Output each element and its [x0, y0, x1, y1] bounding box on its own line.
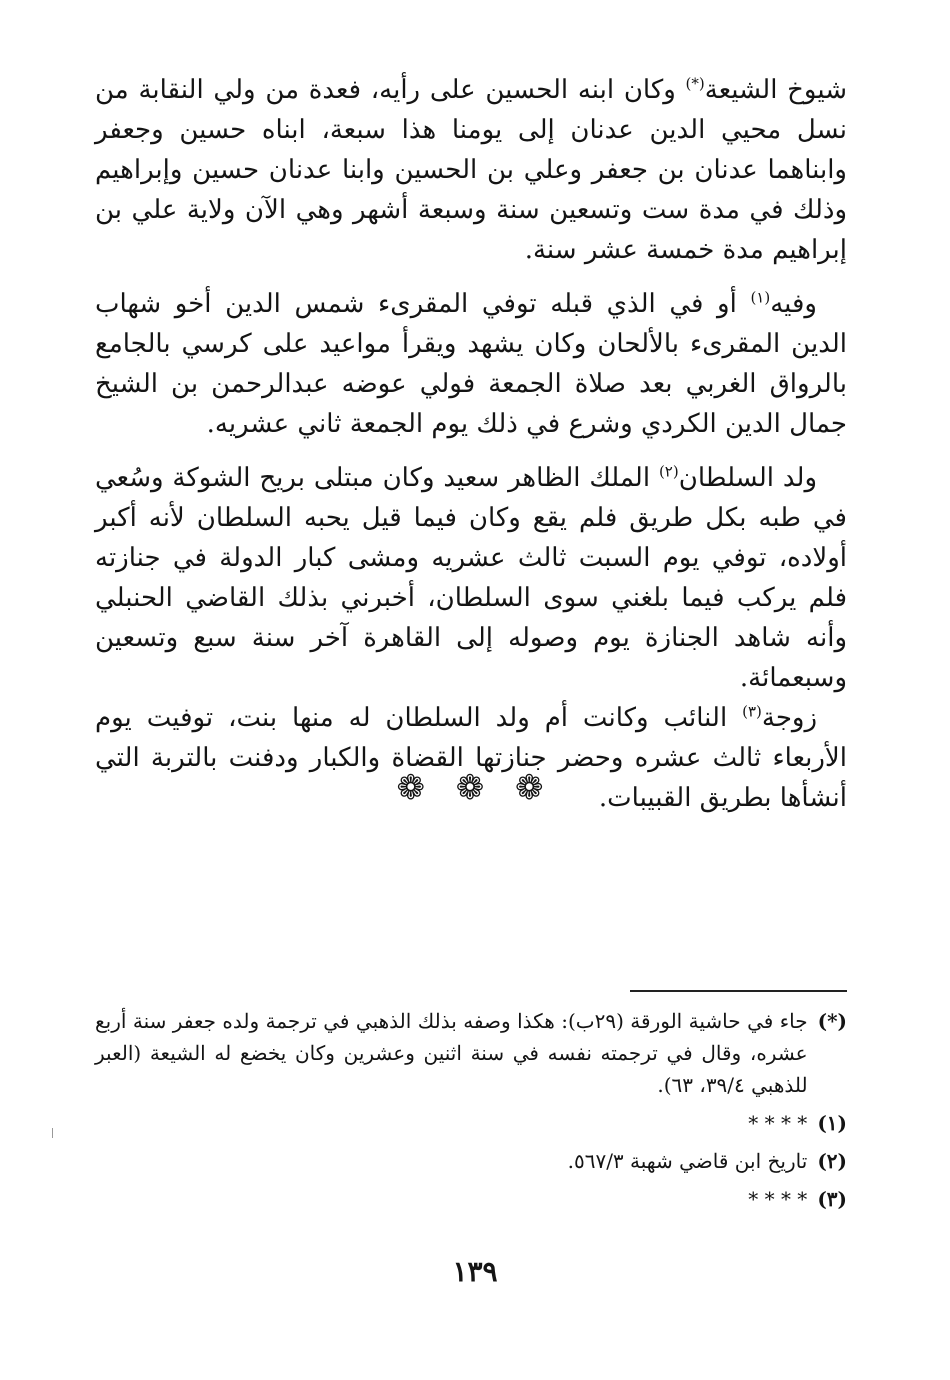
footnotes: [95, 1005, 847, 1221]
footnote-1-text: * * * *: [748, 1111, 808, 1135]
paragraph-1-lead: شيوخ الشيعة: [704, 75, 847, 105]
paragraph-3-lead: ولد السلطان: [678, 463, 817, 493]
footnote-1: [95, 1107, 847, 1139]
footnote-1-mark: (١): [817, 1111, 847, 1135]
footnote-2-mark: (٢): [817, 1149, 847, 1173]
footnote-3-text: * * * *: [748, 1187, 808, 1211]
footnote-3-mark: (٣): [817, 1187, 847, 1211]
footnote-ref-star: (*): [685, 74, 705, 93]
scan-speck: [52, 1128, 53, 1138]
page-number: ١٣٩: [452, 1255, 498, 1288]
section-ornament: ❁ ❁ ❁: [396, 768, 554, 808]
footnote-2-text: تاريخ ابن قاضي شهبة ٥٦٧/٣.: [567, 1149, 808, 1173]
paragraph-2-text: أو في الذي قبله توفي المقرىء شمس الدين أخو شهاب الدين المقرىء بالألحان وكان يشهد ويقرأ مواعيد على كرسي بالجامع بالرواق الغربي بعد صلاة الجمعة فولي عوضه عبدالرحمن بن الشيخ جمال الدين الكردي وشرع في ذلك يوم الجمعة ثاني عشريه.: [95, 289, 847, 439]
paragraph-3: [95, 458, 847, 698]
footnote-star-mark: (*): [817, 1009, 847, 1033]
footnote-3: [95, 1183, 847, 1215]
footnote-ref-2: (٢): [658, 462, 679, 481]
paragraph-4-text: النائب وكانت أم ولد السلطان له منها بنت، توفيت يوم الأربعاء ثالث عشره وحضر جنازتها القضاة والكبار ودفنت بالتربة التي أنشأها بطريق القبيبات.: [95, 703, 847, 813]
paragraph-3-text: الملك الظاهر سعيد وكان مبتلى بريح الشوكة وسُعي في طبه بكل طريق فلم يقع وكان فيما قيل يحبه السلطان لأنه أكبر أولاده، توفي يوم السبت ثالث عشريه ومشى كبار الدولة في جنازته فلم يركب فيما بلغني سوى السلطان، أخبرني بذلك القاضي الحنبلي وأنه شاهد الجنازة يوم وصوله إلى القاهرة آخر سنة سبع وتسعين وسبعمائة.: [95, 463, 847, 693]
footnote-ref-3: (٣): [742, 702, 762, 721]
footnote-star: [95, 1005, 847, 1101]
footnote-ref-1: (١): [750, 288, 771, 307]
paragraph-2-lead: وفيه: [770, 289, 817, 319]
footnote-star-text: جاء في حاشية الورقة (٢٩ب): هكذا وصفه بذلك الذهبي في ترجمة ولده جعفر سنة أربع عشره، وقال في ترجمته نفسه في سنة اثنين وعشرين وكان يخضع له الشيعة (العبر للذهبي ٣٩/٤، ٦٣).: [95, 1009, 808, 1097]
footnote-2: [95, 1145, 847, 1177]
paragraph-4-lead: زوجة: [761, 703, 817, 733]
footnote-divider: [630, 990, 847, 992]
paragraph-1: [95, 70, 847, 270]
main-text: [95, 70, 847, 832]
paragraph-1-text: وكان ابنه الحسين على رأيه، فعدة من ولي النقابة من نسل محيي الدين عدنان إلى يومنا هذا سبعة، ابناه حسين وجعفر وابناهما عدنان بن جعفر وعلي بن الحسين وابنا عدنان حسين وإبراهيم وذلك في مدة ست وتسعين سنة وسبعة أشهر وهي الآن ولاية علي بن إبراهيم مدة خمسة عشر سنة.: [95, 75, 847, 265]
paragraph-2: [95, 284, 847, 444]
